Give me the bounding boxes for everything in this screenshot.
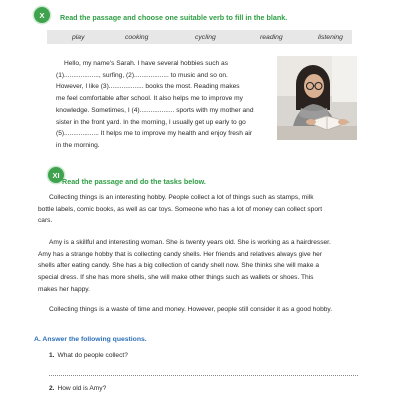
word-bank [47, 30, 352, 44]
word-bank-item: cooking [125, 33, 149, 41]
passage-line: (5)................... It helps me to improve my health and enjoy fresh air [56, 130, 253, 138]
passage-line: However, I like (3)................... books the most. Reading makes [56, 83, 240, 91]
passage-line: in the morning. [56, 141, 100, 149]
answer-line-1[interactable] [49, 375, 358, 376]
question-text: What do people collect? [57, 352, 128, 359]
exercise-xi-paragraph-3 [38, 304, 363, 316]
paragraph-line: cars. [38, 217, 53, 225]
exercise-x-passage [56, 58, 268, 152]
exercise-x-instruction: Read the passage and choose one suitable verb to fill in the blank. [60, 13, 288, 22]
paragraph-line: bottle labels, comic books, as well as car toys. Someone who has a lot of money can collect sport [38, 205, 323, 213]
question-text: How old is Amy? [57, 385, 107, 392]
section-a-heading: A. Answer the following questions. [34, 336, 147, 343]
question-number: 2. [49, 385, 55, 392]
question-2 [49, 385, 106, 392]
paragraph-line: Collecting things is an interesting hobby. People collect a lot of things such as stamps, milk [49, 194, 314, 201]
exercise-x-number: X [39, 10, 45, 20]
paragraph-line: shells after eating candy. She has a big collection of candy shell now. She thinks she will make a [38, 262, 320, 270]
passage-line: knowledge. Sometimes, I (4)................... sports with my mother and [56, 106, 254, 114]
word-bank-item: reading [260, 33, 283, 41]
paragraph-line: Collecting things is a waste of time and money. However, people still consider it as a good hobby. [49, 306, 333, 313]
girl-reading-illustration [277, 56, 357, 140]
passage-line: Hello, my name's Sarah. I have several hobbies such as [64, 60, 228, 67]
girl-reading-book-photo [277, 56, 357, 140]
exercise-xi-paragraph-1 [38, 192, 363, 227]
question-1 [49, 352, 128, 359]
passage-line: me feel comfortable after school. It also helps me to improve my [56, 95, 243, 103]
paragraph-line: special dress. If she has more shells, she will make other things such as wallets or shoes. This [38, 274, 314, 282]
exercise-xi-instruction: Read the passage and do the tasks below. [62, 177, 206, 186]
exercise-xi-number: XI [52, 170, 60, 180]
exercise-xi-paragraph-2 [38, 237, 363, 296]
question-number: 1. [49, 352, 55, 359]
passage-line: (1)..................., surfing, (2)................... to music and so on. [56, 71, 228, 79]
word-bank-item: listening [318, 33, 343, 41]
word-bank-item: play [72, 33, 85, 41]
paragraph-line: Amy has a strange hobby that is collecting candy shells. Her friends and relatives always give her [38, 250, 323, 258]
passage-line: sister in the front yard. In the morning, I usually get up early to go [56, 118, 246, 126]
exercise-x-badge [34, 7, 50, 23]
word-bank-item: cycling [195, 33, 216, 41]
paragraph-line: makes her happy. [38, 285, 90, 293]
paragraph-line: Amy is a skillful and interesting woman. She is twenty years old. She is working as a hairdresser. [49, 239, 331, 246]
